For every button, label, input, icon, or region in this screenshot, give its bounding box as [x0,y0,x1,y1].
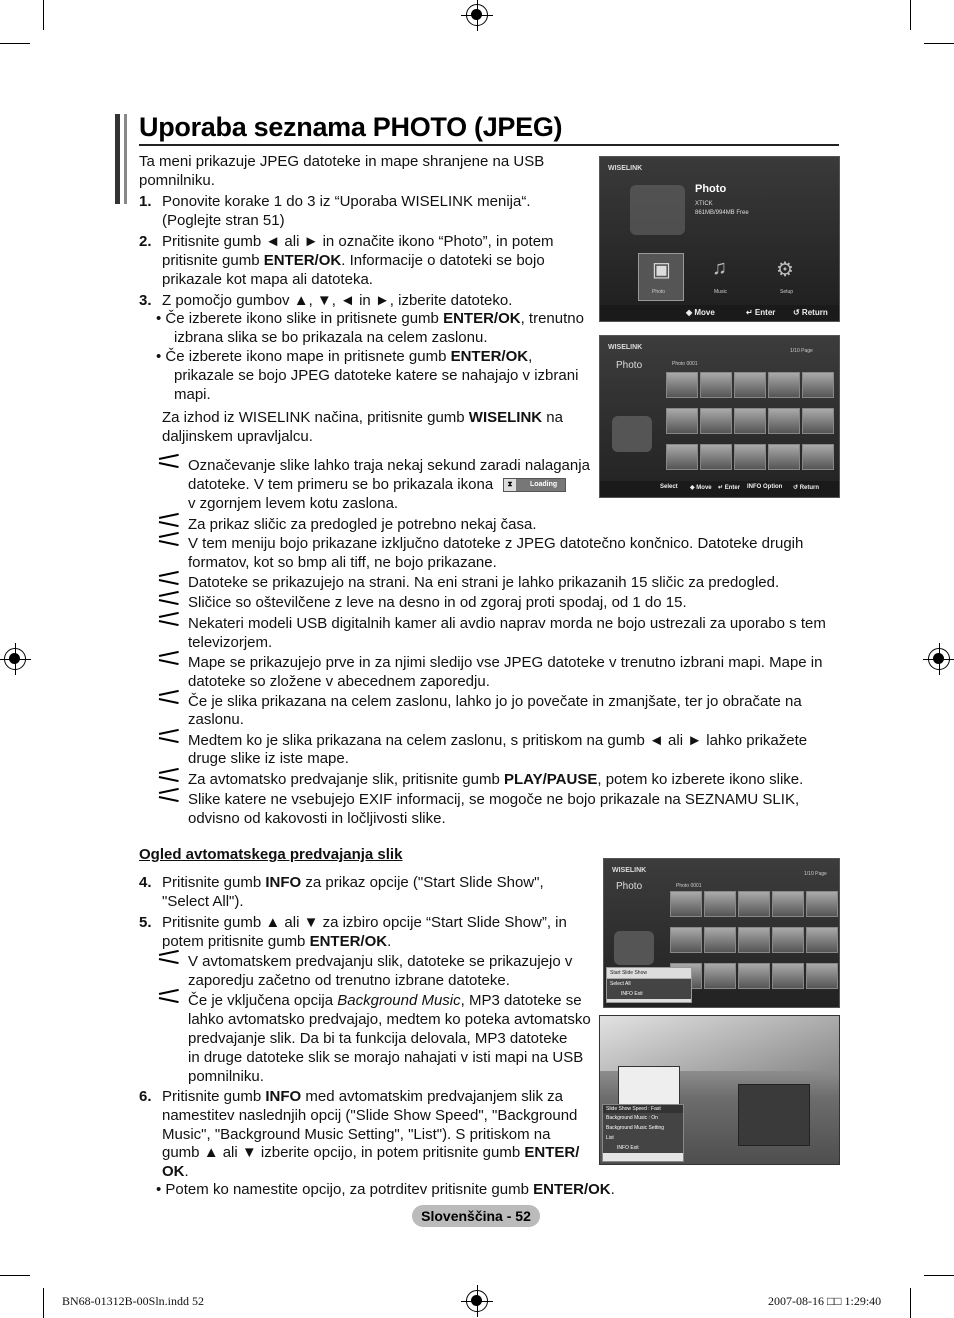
crop-mark [924,1275,954,1276]
step-text: namestitev naslednjih opcij ("Slide Show Speed", "Background [162,1107,578,1124]
step-text: prikazale se bojo JPEG datoteke katere se nahajajo v izbrani [174,367,579,384]
photo-thumbnail[interactable] [768,372,800,398]
screenshot-photo-list [599,335,840,498]
step-text: • Če izberete ikono slike in pritisnete gumb ENTER/OK, trenutno [156,310,584,327]
note-arrow-icon [159,790,181,802]
page-title: Uporaba seznama PHOTO (JPEG) [139,112,563,142]
footer-hint: ↺ Return [793,308,828,317]
menu-item-slide-show-speed[interactable]: Slide Show Speed : Fast [603,1105,683,1113]
photo-thumbnail[interactable] [666,372,698,398]
icon-label: Photo [652,289,666,295]
note-text: Slike katere ne vsebujejo EXIF informacij, se mogoče ne bojo prikazale na SEZNAMU SLIK, [188,791,800,808]
music-icon[interactable]: ♫ [712,257,727,279]
note-text: Če je slika prikazana na celem zaslonu, lahko jo jo povečate in zmanjšate, ter jo obračate na [188,693,802,710]
note-text: V avtomatskem predvajanju slik, datoteke se prikazujejo v [188,953,573,970]
intro-text: Ta meni prikazuje JPEG datoteke in mape shranjene na USB pomnilniku. [139,153,545,189]
note-arrow-icon [159,573,181,585]
photo-thumbnail[interactable] [700,444,732,470]
photo-thumbnail[interactable] [738,927,770,953]
screenshot-slide-show [599,1015,840,1165]
photo-label: Photo [616,360,643,371]
wiselink-logo: WISELINK [608,344,643,351]
wiselink-logo: WISELINK [612,867,647,874]
footer-hint: ◆ Move [690,485,712,491]
page-number-badge: Slovenščina - 52 [412,1205,540,1227]
note-text: zaslonu. [188,711,244,728]
crop-mark [910,1288,911,1318]
menu-item-start-slide-show[interactable]: Start Slide Show [607,968,691,979]
menu-exit[interactable]: INFO Exit [603,1143,683,1153]
step-text: pritisnite gumb ENTER/OK. Informacije o datoteki se bojo [162,252,545,269]
menu-exit[interactable]: INFO Exit [607,989,691,999]
photo-thumbnail[interactable] [768,444,800,470]
photo-mountains [600,1016,839,1071]
step-number: 5. [139,914,152,931]
free-space: 861MB/994MB Free [695,210,749,216]
thumbnail-grid [670,891,838,999]
step-text: Pritisnite gumb ◄ ali ► in označite ikono “Photo”, in potem [162,233,554,250]
step-number: 2. [139,233,152,250]
footer-hint: ◆ Move [686,308,715,317]
registration-mark-icon [466,4,488,26]
title-rule [139,144,839,146]
screen-footer [600,305,839,321]
step-text: Ponovite korake 1 do 3 iz “Uporaba WISELINK menija“. [162,193,531,210]
title-accent-bar [115,114,120,204]
loading-indicator: ⧗ Loading [503,478,566,492]
registration-mark-icon [4,648,26,670]
note-text: televizorjem. [188,634,273,651]
crop-mark [910,0,911,30]
step-text: Pritisnite gumb INFO med avtomatskim predvajanjem slik za [162,1088,563,1105]
note-text: pomnilniku. [188,1068,264,1085]
menu-item-list[interactable]: List [603,1133,683,1143]
menu-item-background-music-setting[interactable]: Background Music Setting [603,1123,683,1133]
note-text: datoteke so zložene v abecednem zaporedju. [188,673,490,690]
footer-hint: ↵ Enter [718,485,741,491]
menu-item-background-music[interactable]: Background Music : On [603,1113,683,1123]
step-text: potem pritisnite gumb ENTER/OK. [162,933,392,950]
photo-thumbnail[interactable] [734,408,766,434]
note-arrow-icon [159,653,181,665]
note-arrow-icon [159,593,181,605]
step-number: 4. [139,874,152,891]
note-arrow-icon [159,770,181,782]
wiselink-logo: WISELINK [608,165,643,172]
screenshot-wiselink-menu [599,156,840,322]
photo-thumbnail[interactable] [806,963,838,989]
thumbnail-grid [666,372,836,480]
note-text: druge slike iz iste mape. [188,750,349,767]
step-number: 1. [139,193,152,210]
note-arrow-icon [159,692,181,704]
step-text: mapi. [174,386,211,403]
photo-thumbnail[interactable] [738,963,770,989]
note-arrow-icon [159,456,181,468]
screen-title: Photo [695,183,727,195]
page-indicator: 1/10 Page [804,871,827,877]
title-accent-bar [124,114,127,204]
footer-hint: INFO Option [747,484,783,490]
photo-thumbnail[interactable] [700,408,732,434]
footer-hint: ↵ Enter [746,308,776,317]
note-text: Sličice so oštevilčene z leve na desno in od zgoraj proti spodaj, od 1 do 15. [188,594,687,611]
step-text: Z pomočjo gumbov ▲, ▼, ◄ in ►, izberite datoteko. [162,292,513,309]
bullet-text: • Potem ko namestite opcijo, za potrditev pritisnite gumb ENTER/OK. [156,1181,615,1198]
photo-thumbnail[interactable] [802,444,834,470]
note-text: Za prikaz sličic za predogled je potrebno nekaj časa. [188,516,537,533]
photo-thumbnail[interactable] [802,408,834,434]
photo-icon: ▣ [652,259,671,281]
page-indicator: 1/10 Page [790,348,813,354]
photo-thumbnail[interactable] [772,963,804,989]
photo-thumbnail[interactable] [670,927,702,953]
note-text: Če je vključena opcija Background Music, MP3 datoteke se [188,992,582,1009]
camera-icon [630,185,685,235]
crop-mark [43,0,44,30]
crop-mark [924,43,954,44]
photo-thumbnail[interactable] [670,891,702,917]
info-popup-menu [606,967,692,1003]
step-text: gumb ▲ ali ▼ izberite opcijo, in potem pritisnite gumb ENTER/ [162,1144,580,1161]
note-text: zaporedju začetno od trenutno izbrane datoteke. [188,972,510,989]
note-text: predvajanje slik. Da bi ta funkcija delovala, MP3 datoteke [188,1030,568,1047]
photo-thumbnail[interactable] [666,408,698,434]
step-text: (Poglejte stran 51) [162,212,285,229]
crop-mark [0,43,30,44]
note-text: Za avtomatsko predvajanje slik, pritisnite gumb PLAY/PAUSE, potem ko izberete ikono slike. [188,771,804,788]
step-number: 6. [139,1088,152,1105]
crop-mark [43,1288,44,1318]
note-arrow-icon [159,731,181,743]
photo-house [738,1084,810,1146]
photo-thumbnail[interactable] [806,927,838,953]
step-text: Pritisnite gumb ▲ ali ▼ za izbiro opcije “Start Slide Show”, in [162,914,567,931]
step-text: OK. [162,1163,189,1180]
step-text: izbrana slika se bo prikazala na celem zaslonu. [174,329,488,346]
step-text: "Select All"). [162,893,244,910]
note-text: in druge datoteke slik se morajo nahajati v isti mapi na USB [188,1049,584,1066]
photo-thumbnail[interactable] [700,372,732,398]
screenshot-info-menu [603,858,840,1008]
note-arrow-icon [159,534,181,546]
camera-icon [612,416,652,452]
step-text: daljinskem upravljalcu. [162,428,313,445]
note-text: Datoteke se prikazujejo na strani. Na eni strani je lahko prikazanih 15 sličic za predogled. [188,574,780,591]
note-arrow-icon [159,515,181,527]
setup-icon[interactable]: ⚙ [776,259,794,281]
icon-label: Music [714,289,728,295]
device-name: XTICK [695,201,713,207]
step-number: 3. [139,292,152,309]
photo-thumbnail[interactable] [704,963,736,989]
footer-hint: Select [660,484,678,490]
photo-thumbnail[interactable] [772,891,804,917]
hourglass-icon: ⧗ [504,479,516,491]
note-text: V tem meniju bojo prikazane izključno datoteke z JPEG datotečno končnico. Datoteke drugih [188,535,804,552]
note-text: Nekateri modeli USB digitalnih kamer ali avdio naprav morda ne bojo ustrezali za uporabo s tem [188,615,826,632]
photo-thumbnail[interactable] [802,372,834,398]
photo-thumbnail[interactable] [666,444,698,470]
note-text: lahko avtomatsko predvajajo, medtem ko poteka avtomatsko [188,1011,591,1028]
photo-thumbnail[interactable] [772,927,804,953]
photo-thumbnail[interactable] [738,891,770,917]
step-text: Pritisnite gumb INFO za prikaz opcije ("Start Slide Show", [162,874,544,891]
note-text: formatov, kot so bmp ali tiff, ne bojo prikazane. [188,554,497,571]
icon-label: Setup [780,289,794,295]
note-arrow-icon [159,991,181,1003]
crop-mark [0,1275,30,1276]
note-text: v zgornjem levem kotu zaslona. [188,495,399,512]
section-heading: Ogled avtomatskega predvajanja slik [139,846,403,863]
note-text: Mape se prikazujejo prve in za njimi sledijo vse JPEG datoteke v trenutno izbrani mapi. Mape in [188,654,823,671]
registration-mark-icon [928,648,950,670]
photo-thumbnail[interactable] [768,408,800,434]
photo-thumbnail[interactable] [734,372,766,398]
menu-item-select-all[interactable]: Select All [607,979,691,989]
photo-thumbnail[interactable] [734,444,766,470]
registration-mark-icon [466,1290,488,1312]
photo-thumbnail[interactable] [806,891,838,917]
photo-thumbnail[interactable] [704,891,736,917]
screen-footer [600,481,839,497]
note-text: odvisno od kakovosti in ločljivosti slike. [188,810,446,827]
photo-thumbnail[interactable] [704,927,736,953]
folder-name: Photo 0001 [672,361,698,367]
folder-name: Photo 0001 [676,883,702,889]
note-arrow-icon [159,614,181,626]
print-file-info: BN68-01312B-00Sln.indd 52 [62,1294,205,1308]
note-arrow-icon [159,952,181,964]
note-text: datoteke. V tem primeru se bo prikazala ikona [188,476,494,493]
camera-icon [614,931,654,965]
photo-label: Photo [616,881,643,892]
step-text: Za izhod iz WISELINK načina, pritisnite gumb WISELINK na [162,409,563,426]
step-text: • Če izberete ikono mape in pritisnete gumb ENTER/OK, [156,348,533,365]
note-text: Medtem ko je slika prikazana na celem zaslonu, s pritiskom na gumb ◄ ali ► lahko prikažete [188,732,808,749]
step-text: prikazale kot mapa ali datoteka. [162,271,373,288]
slideshow-option-menu [602,1104,684,1162]
footer-hint: ↺ Return [793,485,820,491]
print-date-info: 2007-08-16 □□ 1:29:40 [768,1294,882,1308]
step-text: Music", "Background Music Setting", "List"). S pritiskom na [162,1126,551,1143]
note-text: Označevanje slike lahko traja nekaj sekund zaradi nalaganja [188,457,590,474]
